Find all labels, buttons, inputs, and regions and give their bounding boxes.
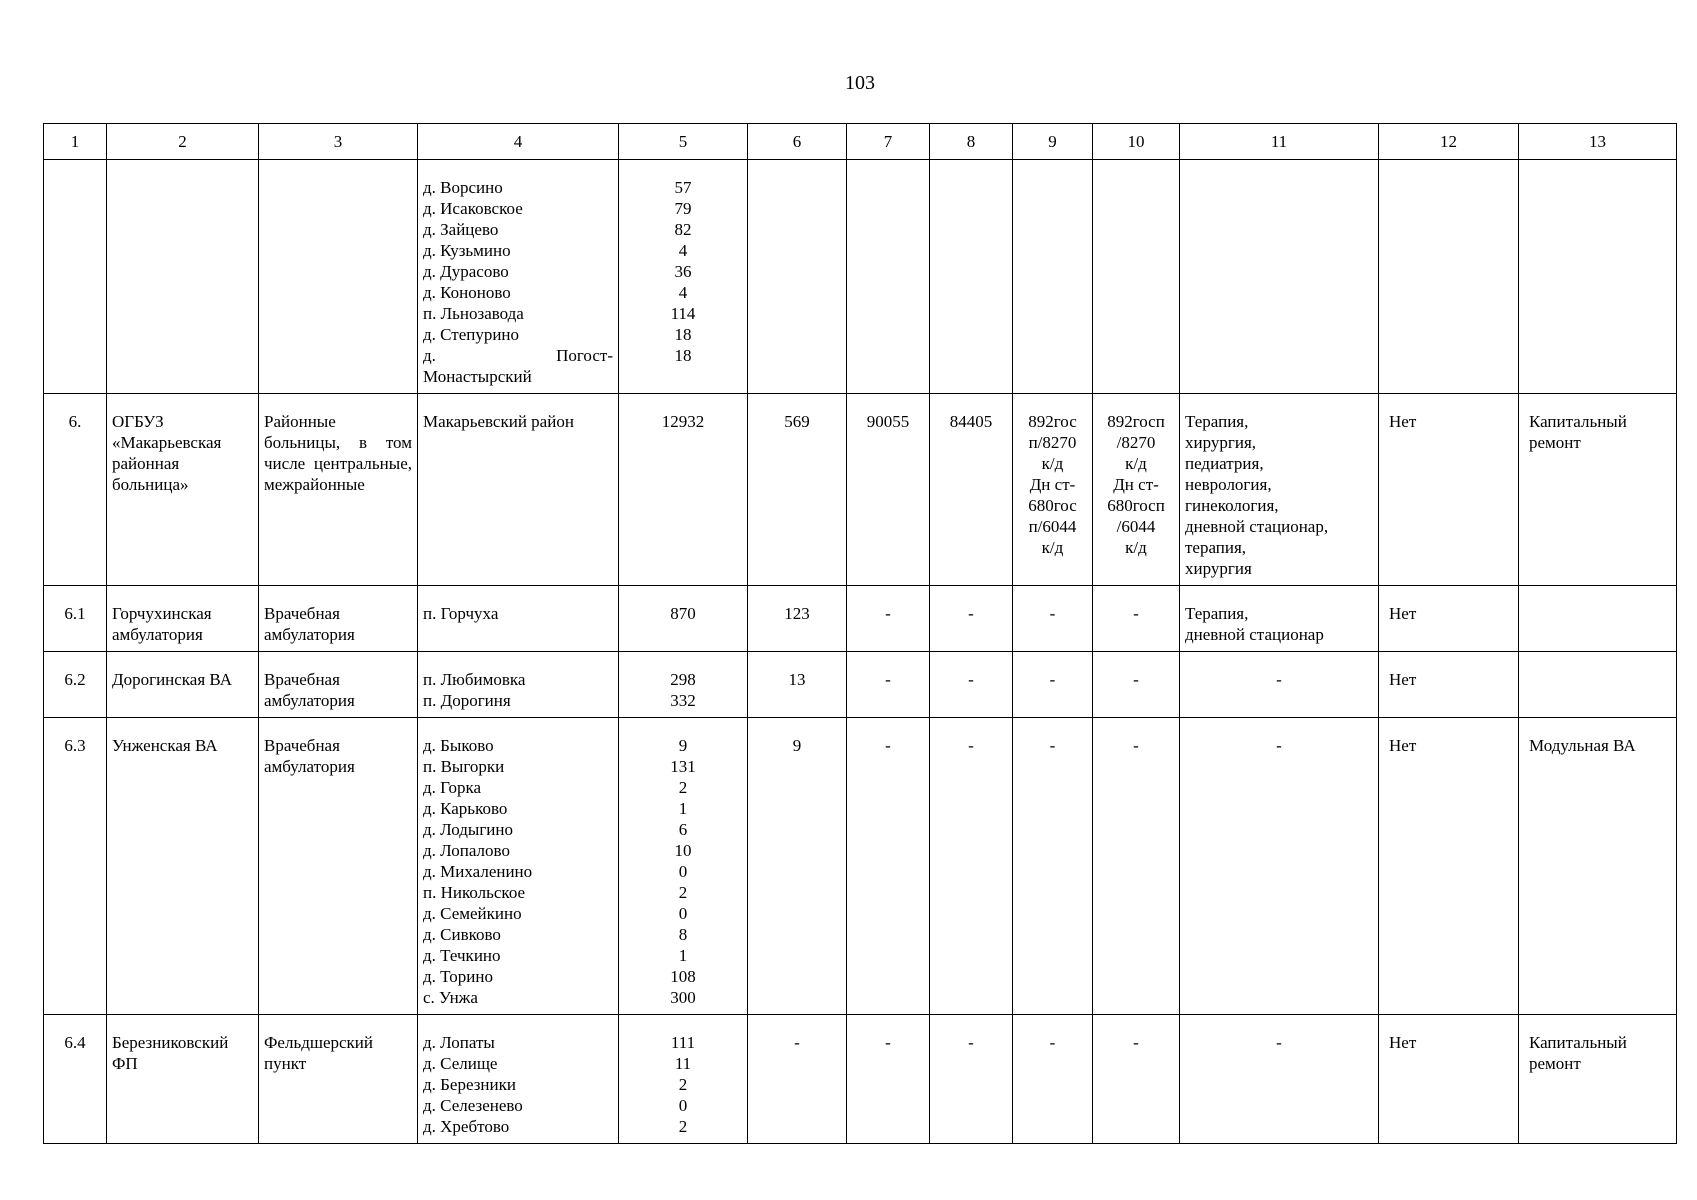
cell-text: - bbox=[1276, 736, 1282, 755]
facility-type-cell bbox=[259, 160, 418, 394]
cell-line: 1 bbox=[678, 799, 688, 818]
cell-line: п. Выгорки bbox=[423, 757, 505, 776]
cell-text: - bbox=[968, 670, 974, 689]
cell-line: 0 bbox=[678, 862, 688, 881]
cell-line: Терапия, bbox=[1185, 412, 1249, 431]
population-cell bbox=[619, 652, 748, 718]
cell-line: 2 bbox=[678, 883, 688, 902]
cell-text: 9 bbox=[792, 736, 802, 755]
table-row bbox=[44, 1015, 1677, 1144]
cell-text: 90055 bbox=[866, 412, 910, 431]
cell-text: - bbox=[885, 1033, 891, 1052]
cell-line: 680гос bbox=[1028, 496, 1077, 515]
cell-line: 298 bbox=[670, 670, 696, 689]
cell-line: д. Лодыгино bbox=[423, 820, 514, 839]
col9-cell bbox=[1013, 1015, 1093, 1144]
profiles-cell bbox=[1180, 586, 1379, 652]
cell-line: 870 bbox=[670, 604, 696, 623]
cell-text: Нет bbox=[1389, 1033, 1417, 1052]
profiles-cell bbox=[1180, 394, 1379, 586]
cell-text: - bbox=[968, 604, 974, 623]
cell-line: хирургия bbox=[1185, 559, 1252, 578]
row-number-cell bbox=[44, 1015, 107, 1144]
column-header: 9 bbox=[1013, 124, 1093, 160]
cell-line: Дн ст- bbox=[1113, 475, 1159, 494]
facility-name-cell bbox=[107, 718, 259, 1015]
cell-line: - bbox=[1133, 736, 1139, 755]
settlements-cell bbox=[418, 394, 619, 586]
facility-type-cell bbox=[259, 586, 418, 652]
cell-text: Нет bbox=[1389, 736, 1417, 755]
col7-cell bbox=[847, 718, 930, 1015]
col7-cell bbox=[847, 586, 930, 652]
col9-cell bbox=[1013, 652, 1093, 718]
cell-text: - bbox=[1276, 1033, 1282, 1052]
cell-text: Нет bbox=[1389, 670, 1417, 689]
cell-line: д. Сивково bbox=[423, 925, 501, 944]
cell-line: к/д bbox=[1041, 538, 1064, 557]
cell-text: 6. bbox=[68, 412, 82, 431]
column-header: 4 bbox=[418, 124, 619, 160]
col10-cell bbox=[1093, 718, 1180, 1015]
cell-line: 1 bbox=[678, 946, 688, 965]
population-cell bbox=[619, 718, 748, 1015]
cell-line: гинекология, bbox=[1185, 496, 1279, 515]
cell-line: д. Кузьмино bbox=[423, 241, 511, 260]
cell-text: - bbox=[1276, 670, 1282, 689]
row-number-cell bbox=[44, 160, 107, 394]
col8-cell bbox=[930, 394, 1013, 586]
cell-text: 6.2 bbox=[64, 670, 86, 689]
cell-line: 0 bbox=[678, 1096, 688, 1115]
cell-line: 8 bbox=[678, 925, 688, 944]
cell-line: 680госп bbox=[1107, 496, 1165, 515]
row-number-cell bbox=[44, 586, 107, 652]
facility-type-cell bbox=[259, 718, 418, 1015]
cell-text: 6.1 bbox=[64, 604, 86, 623]
cell-line: 892гос bbox=[1028, 412, 1077, 431]
col6-cell bbox=[748, 1015, 847, 1144]
col12-cell bbox=[1379, 394, 1519, 586]
cell-line: хирургия, bbox=[1185, 433, 1257, 452]
cell-line: Макарьевский район bbox=[423, 412, 574, 431]
col12-cell bbox=[1379, 586, 1519, 652]
col9-cell bbox=[1013, 586, 1093, 652]
cell-line: Монастырский bbox=[423, 367, 532, 386]
cell-line: д. Карьково bbox=[423, 799, 508, 818]
cell-line: д. Дурасово bbox=[423, 262, 509, 281]
cell-line: к/д bbox=[1041, 454, 1064, 473]
col7-cell bbox=[847, 160, 930, 394]
cell-line: д. Ворсино bbox=[423, 178, 503, 197]
column-header: 5 bbox=[619, 124, 748, 160]
cell-text: Врачебная амбулатория bbox=[264, 604, 355, 644]
cell-text: Березниковский ФП bbox=[112, 1033, 229, 1073]
cell-text: Горчухинская амбулатория bbox=[112, 604, 212, 644]
cell-line: - bbox=[1133, 1033, 1139, 1052]
col9-cell bbox=[1013, 718, 1093, 1015]
row-number-cell bbox=[44, 652, 107, 718]
population-cell bbox=[619, 160, 748, 394]
col6-cell bbox=[748, 718, 847, 1015]
col9-cell bbox=[1013, 394, 1093, 586]
page-number: 103 bbox=[845, 72, 875, 94]
cell-text: ОГБУЗ «Макарьевская районная больница» bbox=[112, 412, 222, 494]
facility-name-cell bbox=[107, 394, 259, 586]
settlements-cell bbox=[418, 652, 619, 718]
facility-type-cell bbox=[259, 652, 418, 718]
cell-line: 111 bbox=[670, 1033, 696, 1052]
cell-line: - bbox=[1133, 604, 1139, 623]
cell-text: Нет bbox=[1389, 412, 1417, 431]
cell-line: 36 bbox=[674, 262, 692, 281]
col13-cell bbox=[1519, 160, 1677, 394]
cell-line: к/д bbox=[1125, 538, 1147, 557]
cell-text: - bbox=[885, 604, 891, 623]
cell-line: п. Горчуха bbox=[423, 604, 499, 623]
cell-line: д. Зайцево bbox=[423, 220, 499, 239]
cell-line: - bbox=[1049, 604, 1056, 623]
col8-cell bbox=[930, 652, 1013, 718]
table-row bbox=[44, 586, 1677, 652]
cell-text: 6.3 bbox=[64, 736, 86, 755]
table-row bbox=[44, 160, 1677, 394]
cell-line: 4 bbox=[678, 241, 688, 260]
col7-cell bbox=[847, 652, 930, 718]
col12-cell bbox=[1379, 160, 1519, 394]
cell-line: Терапия, bbox=[1185, 604, 1249, 623]
column-header: 12 bbox=[1379, 124, 1519, 160]
row-number-cell bbox=[44, 718, 107, 1015]
cell-text: Районные больницы, в том числе центральные, межрайонные bbox=[264, 412, 412, 494]
row-number-cell bbox=[44, 394, 107, 586]
cell-line: 10 bbox=[674, 841, 692, 860]
header-row bbox=[44, 124, 1677, 160]
cell-text: 13 bbox=[788, 670, 806, 689]
col12-cell bbox=[1379, 652, 1519, 718]
cell-line: д. Погост- bbox=[423, 346, 613, 365]
facility-name-cell bbox=[107, 586, 259, 652]
cell-line: д. Горка bbox=[423, 778, 482, 797]
cell-line: п/6044 bbox=[1028, 517, 1077, 536]
col6-cell bbox=[748, 652, 847, 718]
cell-line: 108 bbox=[670, 967, 696, 986]
cell-line: дневной стационар bbox=[1185, 625, 1324, 644]
cell-line: 12932 bbox=[661, 412, 705, 431]
settlements-cell bbox=[418, 586, 619, 652]
profiles-cell bbox=[1180, 718, 1379, 1015]
profiles-cell bbox=[1180, 652, 1379, 718]
col10-cell bbox=[1093, 652, 1180, 718]
col8-cell bbox=[930, 586, 1013, 652]
cell-line: п/8270 bbox=[1028, 433, 1077, 452]
cell-line: д. Хребтово bbox=[423, 1117, 510, 1136]
cell-line: д. Степурино bbox=[423, 325, 520, 344]
settlements-cell bbox=[418, 718, 619, 1015]
column-header: 6 bbox=[748, 124, 847, 160]
column-header: 13 bbox=[1519, 124, 1677, 160]
cell-text: - bbox=[968, 1033, 974, 1052]
cell-text: Капитальный ремонт bbox=[1529, 1033, 1627, 1073]
cell-line: д. Быково bbox=[423, 736, 494, 755]
cell-line: - bbox=[1049, 736, 1056, 755]
cell-line: п. Льнозавода bbox=[423, 304, 524, 323]
col10-cell bbox=[1093, 586, 1180, 652]
cell-text: Дорогинская ВА bbox=[112, 670, 232, 689]
cell-line: 2 bbox=[678, 778, 688, 797]
cell-line: - bbox=[1049, 1033, 1056, 1052]
cell-line: п. Дорогиня bbox=[423, 691, 511, 710]
col12-cell bbox=[1379, 718, 1519, 1015]
cell-line: 2 bbox=[678, 1075, 688, 1094]
cell-text: Унженская ВА bbox=[112, 736, 218, 755]
column-header: 8 bbox=[930, 124, 1013, 160]
cell-line: 0 bbox=[678, 904, 688, 923]
cell-line: п. Никольское bbox=[423, 883, 526, 902]
population-cell bbox=[619, 586, 748, 652]
cell-line: 131 bbox=[670, 757, 696, 776]
col10-cell bbox=[1093, 394, 1180, 586]
cell-line: д. Лопалово bbox=[423, 841, 510, 860]
cell-text: Врачебная амбулатория bbox=[264, 736, 355, 776]
cell-line: 6 bbox=[678, 820, 688, 839]
cell-text: 6.4 bbox=[64, 1033, 86, 1052]
table-row bbox=[44, 652, 1677, 718]
profiles-cell bbox=[1180, 1015, 1379, 1144]
cell-line: д. Исаковское bbox=[423, 199, 523, 218]
col8-cell bbox=[930, 160, 1013, 394]
cell-line: 82 bbox=[674, 220, 692, 239]
cell-line: 57 bbox=[674, 178, 692, 197]
col9-cell bbox=[1013, 160, 1093, 394]
column-header: 7 bbox=[847, 124, 930, 160]
col6-cell bbox=[748, 586, 847, 652]
col8-cell bbox=[930, 718, 1013, 1015]
table-row bbox=[44, 718, 1677, 1015]
facility-name-cell bbox=[107, 652, 259, 718]
cell-line: д. Михаленино bbox=[423, 862, 533, 881]
cell-line: неврология, bbox=[1185, 475, 1272, 494]
col7-cell bbox=[847, 1015, 930, 1144]
cell-line: 892госп bbox=[1107, 412, 1165, 431]
column-header: 2 bbox=[107, 124, 259, 160]
cell-line: 114 bbox=[670, 304, 696, 323]
col12-cell bbox=[1379, 1015, 1519, 1144]
data-table bbox=[43, 123, 1677, 1144]
col13-cell bbox=[1519, 1015, 1677, 1144]
cell-text: - bbox=[885, 670, 891, 689]
cell-line: Дн ст- bbox=[1029, 475, 1076, 494]
cell-line: педиатрия, bbox=[1185, 454, 1264, 473]
cell-text: - bbox=[885, 736, 891, 755]
settlements-cell bbox=[418, 1015, 619, 1144]
settlements-cell bbox=[418, 160, 619, 394]
cell-text: Фельдшерский пункт bbox=[264, 1033, 373, 1073]
column-header: 11 bbox=[1180, 124, 1379, 160]
cell-line: д. Семейкино bbox=[423, 904, 522, 923]
cell-text: - bbox=[794, 1033, 800, 1052]
facility-type-cell bbox=[259, 1015, 418, 1144]
cell-line: дневной стационар, bbox=[1185, 517, 1329, 536]
population-cell bbox=[619, 394, 748, 586]
col6-cell bbox=[748, 394, 847, 586]
cell-line: - bbox=[1049, 670, 1056, 689]
cell-line: д. Течкино bbox=[423, 946, 501, 965]
cell-line: 18 bbox=[674, 325, 692, 344]
col13-cell bbox=[1519, 394, 1677, 586]
cell-line: терапия, bbox=[1185, 538, 1247, 557]
cell-line: /6044 bbox=[1116, 517, 1156, 536]
column-header: 1 bbox=[44, 124, 107, 160]
column-header: 10 bbox=[1093, 124, 1180, 160]
facility-type-cell bbox=[259, 394, 418, 586]
col13-cell bbox=[1519, 586, 1677, 652]
cell-line: 332 bbox=[670, 691, 696, 710]
col8-cell bbox=[930, 1015, 1013, 1144]
cell-line: д. Лопаты bbox=[423, 1033, 495, 1052]
cell-line: д. Селище bbox=[423, 1054, 498, 1073]
col10-cell bbox=[1093, 1015, 1180, 1144]
cell-text: - bbox=[968, 736, 974, 755]
cell-text: Врачебная амбулатория bbox=[264, 670, 355, 710]
cell-line: 11 bbox=[674, 1054, 692, 1073]
table-row bbox=[44, 394, 1677, 586]
cell-line: д. Селезенево bbox=[423, 1096, 523, 1115]
cell-text: Нет bbox=[1389, 604, 1417, 623]
facility-name-cell bbox=[107, 1015, 259, 1144]
col13-cell bbox=[1519, 652, 1677, 718]
cell-line: 300 bbox=[670, 988, 696, 1007]
column-header: 3 bbox=[259, 124, 418, 160]
cell-line: 4 bbox=[678, 283, 688, 302]
col6-cell bbox=[748, 160, 847, 394]
cell-text: 123 bbox=[784, 604, 810, 623]
cell-text: 84405 bbox=[949, 412, 993, 431]
cell-line: к/д bbox=[1125, 454, 1147, 473]
cell-line: д. Березники bbox=[423, 1075, 516, 1094]
col7-cell bbox=[847, 394, 930, 586]
facility-name-cell bbox=[107, 160, 259, 394]
cell-line: с. Унжа bbox=[423, 988, 478, 1007]
cell-text: Модульная ВА bbox=[1529, 736, 1636, 755]
col13-cell bbox=[1519, 718, 1677, 1015]
cell-line: 79 bbox=[674, 199, 692, 218]
population-cell bbox=[619, 1015, 748, 1144]
cell-line: 9 bbox=[678, 736, 688, 755]
cell-text: Капитальный ремонт bbox=[1529, 412, 1627, 452]
col10-cell bbox=[1093, 160, 1180, 394]
cell-text: 569 bbox=[784, 412, 810, 431]
profiles-cell bbox=[1180, 160, 1379, 394]
cell-line: д. Кононово bbox=[423, 283, 511, 302]
cell-line: п. Любимовка bbox=[423, 670, 526, 689]
cell-line: 18 bbox=[674, 346, 692, 365]
cell-line: д. Торино bbox=[423, 967, 493, 986]
cell-line: /8270 bbox=[1116, 433, 1156, 452]
cell-line: - bbox=[1133, 670, 1139, 689]
cell-line: 2 bbox=[678, 1117, 688, 1136]
